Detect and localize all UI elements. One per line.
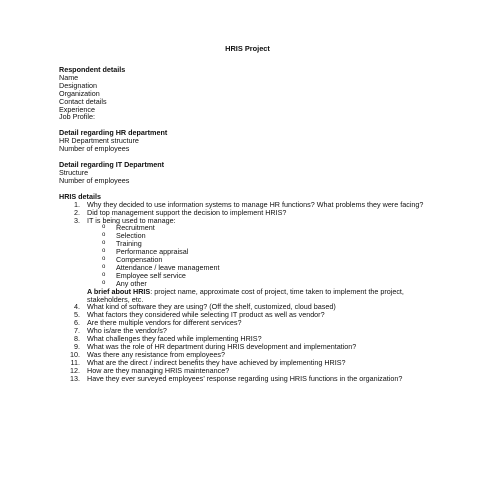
question-text: Who is/are the vendor/s?	[87, 326, 167, 336]
hr-function-label: Compensation	[116, 255, 163, 265]
hris-brief	[59, 288, 435, 304]
circle-bullet-icon: o	[102, 232, 106, 239]
question-text: What was the role of HR department during HRIS development and implementation?	[87, 342, 357, 351]
hr-function-list	[87, 224, 435, 287]
question-text: What are the direct / indirect benefits they have achieved by implementing HRIS?	[87, 357, 346, 367]
hr-function-label: Selection	[116, 231, 146, 241]
question-text: What kind of software they are using? (Off the shelf, customized, cloud based)	[87, 302, 336, 312]
it-department-item: Structure	[59, 167, 89, 177]
question-number: 12.	[70, 365, 80, 375]
question-number: 5.	[74, 310, 80, 320]
question-number: 10.	[70, 349, 80, 359]
it-department-heading: Detail regarding IT Department	[59, 160, 165, 170]
hris-heading: HRIS details	[59, 191, 101, 201]
question-number: 11.	[70, 357, 80, 367]
respondent-item: Job Profile:	[59, 112, 95, 122]
hr-function-label: Employee self service	[116, 270, 186, 280]
respondent-section	[59, 66, 435, 121]
question-number: 4.	[74, 302, 80, 312]
question-text: What factors they considered while selecting IT product as well as vendor?	[87, 310, 325, 320]
hr-function-label: Any other	[116, 278, 147, 288]
hr-function-item	[87, 280, 435, 288]
respondent-item: Organization	[59, 88, 100, 98]
question-item	[59, 217, 435, 288]
hr-function-label: Attendance / leave management	[116, 262, 220, 272]
respondent-item: Name	[59, 72, 79, 82]
question-text: Why they decided to use information systems to manage HR functions? What problems they were facing?	[87, 199, 424, 209]
circle-bullet-icon: o	[102, 263, 106, 270]
question-number: 2.	[74, 207, 80, 217]
hris-brief-label: A brief about HRIS	[87, 286, 151, 296]
respondent-item: Contact details	[59, 96, 107, 106]
document-body	[59, 66, 435, 391]
it-department-section	[59, 161, 435, 185]
circle-bullet-icon: o	[102, 271, 106, 278]
hr-department-heading: Detail regarding HR department	[59, 128, 168, 138]
document-title: HRIS Project	[225, 44, 270, 53]
question-number: 7.	[74, 326, 80, 336]
circle-bullet-icon: o	[102, 224, 106, 231]
it-department-item: Number of employees	[59, 175, 130, 185]
circle-bullet-icon: o	[102, 240, 106, 247]
hris-brief-text: : project name, approximate cost of project, time taken to implement the project, stakeholders, etc.	[87, 286, 404, 304]
question-list-continued	[59, 303, 435, 382]
circle-bullet-icon: o	[102, 256, 106, 263]
hr-function-label: Performance appraisal	[116, 247, 189, 257]
hr-department-section	[59, 129, 435, 153]
circle-bullet-icon: o	[102, 279, 106, 286]
respondent-item: Designation	[59, 80, 97, 90]
question-number: 1.	[74, 199, 80, 209]
hr-function-label: Recruitment	[116, 223, 155, 233]
hr-function-label: Training	[116, 239, 142, 249]
question-number: 9.	[74, 342, 80, 351]
question-list	[59, 201, 435, 288]
circle-bullet-icon: o	[102, 248, 106, 255]
question-number: 13.	[70, 373, 80, 383]
question-text: Have they ever surveyed employees’ response regarding using HRIS functions in the organization?	[87, 373, 403, 383]
question-text: What challenges they faced while implementing HRIS?	[87, 334, 262, 344]
question-text: Was there any resistance from employees?	[87, 349, 225, 359]
question-text: Did top management support the decision to implement HRIS?	[87, 207, 287, 217]
hr-department-item: HR Department structure	[59, 136, 139, 146]
question-item	[59, 375, 435, 383]
question-number: 3.	[74, 215, 80, 225]
respondent-item: Experience	[59, 104, 95, 114]
question-text: How are they managing HRIS maintenance?	[87, 365, 230, 375]
question-text: IT is being used to manage:	[87, 215, 176, 225]
question-text: Are there multiple vendors for different services?	[87, 318, 242, 328]
respondent-heading: Respondent details	[59, 65, 126, 74]
question-number: 6.	[74, 318, 80, 328]
hris-section	[59, 193, 435, 383]
question-number: 8.	[74, 334, 80, 344]
hr-department-item: Number of employees	[59, 144, 130, 154]
